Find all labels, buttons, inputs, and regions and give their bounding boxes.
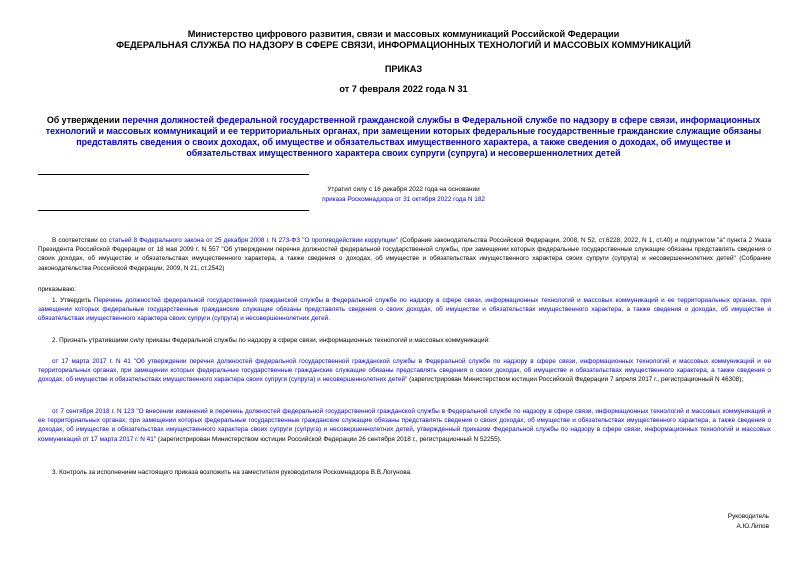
sub-item-1 [38, 357, 771, 385]
service-heading: ФЕДЕРАЛЬНАЯ СЛУЖБА ПО НАДЗОРУ В СФЕРЕ СВЯЗИ, ИНФОРМАЦИОННЫХ ТЕХНОЛОГИЙ И МАССОВЫХ КОММУНИКАЦИЙ [116, 40, 691, 50]
sub-item-2-text: (зарегистрирован Министерством юстиции Российской Федерации 26 сентября 2018 г., регистрационный N 52255). [156, 435, 502, 443]
ministry-heading: Министерство цифрового развития, связи и массовых коммуникаций Российской Федерации [187, 29, 620, 39]
status-line-2-wrap [20, 195, 787, 205]
preamble-text-b: (Собрание законодательства Российской Федерации, 2008, N 52, ст.6228; 2022, N 1, ст.40) и подпунктом "а" пункта 2 Указа Президента Российской Федерации от 18 мая 2009 г. N 557 "Об утверждении перечня должностей федеральной государственной службы, при замещении которых федеральные государственные служащие обязаны представлять сведения о своих доходах, об имуществе и обязательствах имущественного характера, а также сведения о доходах, об имуществе и обязательствах имущественного характера своих супруги (супруга) и несовершеннолетних детей" (Собрание законодательства Российской Федерации, 2009, N 21, ст.2542) [38, 237, 772, 272]
sub-item-2 [38, 407, 771, 444]
preamble-text-a: В соответствии со [52, 237, 109, 244]
signatory-name: А.Ю.Липов [736, 523, 769, 530]
item-2: 2. Признать утратившими силу приказы Федеральной службы по надзору в сфере связи, информационных технологий и массовых коммуникаций: [52, 337, 490, 344]
document-type: ПРИКАЗ [384, 64, 423, 74]
divider-bottom [38, 210, 309, 211]
order-word: приказываю: [38, 286, 76, 293]
preamble-paragraph [38, 236, 771, 273]
item-3: 3. Контроль за исполнением настоящего приказа возложить на заместителя руководителя Роскомнадзора В.В.Логунова. [52, 469, 412, 476]
signatory-role: Руководитель [727, 513, 769, 520]
status-line-1: Утратил силу с 16 декабря 2022 года на основании [327, 186, 480, 193]
item-1 [38, 296, 771, 324]
document-title [42, 115, 765, 159]
law-273-link[interactable]: статьей 8 Федерального закона от 25 декабря 2008 г. N 273-ФЗ "О противодействии коррупции" [108, 237, 398, 244]
order-41-link[interactable]: от 17 марта 2017 г. N 41 "Об утверждении перечня должностей федеральной государственной гражданской службы в Федеральной службе по надзору в сфере связи, информационных технологий и массовых коммуникаций и ее территориальных органах, при замещении которых федеральные государственные гражданские служащие обязаны представлять сведения о своих доходах, об имуществе и обязательствах имущественного характера, а также сведения о доходах, об имуществе и обязательствах имущественного характера своих супруги (супруга) и несовершеннолетних детей" [38, 358, 771, 384]
sub-item-1-text: (зарегистрирован Министерством юстиции Российской Федерации 7 апреля 2017 г., регистрационный N 46308); [407, 376, 744, 384]
list-of-positions-link[interactable]: Перечень должностей федеральной государственной гражданской службы в Федеральной службе по надзору в сфере связи, информационных технологий и массовых коммуникаций и ее территориальных органах, при замещении которых федеральные государственные гражданские служащие обязаны представлять сведения о своих доходах, об имуществе и обязательствах имущественного характера, а также сведения о доходах, об имуществе и обязательствах имущественного характера своих супруги (супруга) и несовершеннолетних детей. [38, 297, 771, 323]
divider-top [38, 174, 309, 175]
title-link[interactable]: перечня должностей федеральной государственной гражданской службы в Федеральной службе по надзору в сфере связи, информационных технологий и массовых коммуникаций и ее территориальных органах, при замещении которых федеральные государственные гражданские служащие обязаны представлять сведения о своих доходах, об имуществе и обязательствах имущественного характера, а также сведения о доходах, об имуществе и обязательствах имущественного характера своих супруги (супруга) и несовершеннолетних детей [45, 115, 762, 158]
title-prefix: Об утверждении [46, 115, 123, 125]
order-123-link[interactable]: от 7 сентября 2018 г. N 123 "О внесении изменений в перечень должностей федеральной государственной гражданской службы в Федеральной службе по надзору в сфере связи, информационных технологий и массовых коммуникаций и ее территориальных органах, при замещении которых федеральные государственные гражданские служащие обязаны представлять сведения о своих доходах, об имуществе и обязательствах имущественного характера, а также сведения о доходах, об имуществе и обязательствах имущественного характера своих супруги (супруга) и несовершеннолетних детей, утвержденный приказом Федеральной службы по надзору в сфере связи, информационных технологий и массовых коммуникаций от 17 марта 2017 г. N 41" [38, 408, 771, 443]
repeal-order-link[interactable]: приказа Роскомнадзора от 31 октября 2022 года N 182 [322, 196, 485, 203]
document-date-number: от 7 февраля 2022 года N 31 [339, 84, 468, 94]
item-1-text: 1. Утвердить [52, 297, 94, 304]
